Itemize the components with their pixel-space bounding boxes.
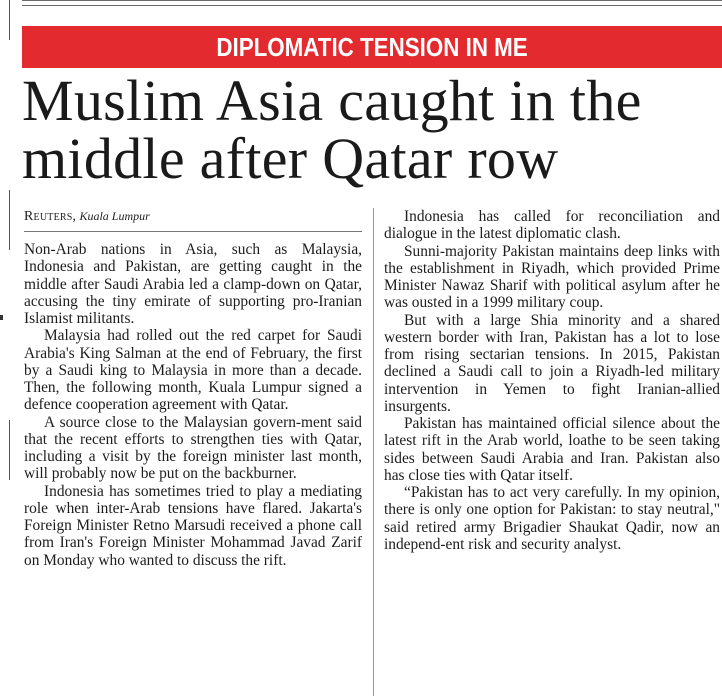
- byline-agency: Reuters,: [24, 209, 77, 224]
- paragraph: Pakistan has maintained official silence about the latest rift in the Arab world, loathe to be seen taking sides between Saudi Arabia and Iran. Pakistan also has close ties with Qatar itself.: [384, 415, 720, 484]
- paragraph: Indonesia has called for reconciliation and dialogue in the latest diplomatic clash.: [384, 208, 720, 243]
- column-divider: [373, 208, 374, 696]
- byline: [24, 208, 150, 225]
- paragraph: “Pakistan has to act very carefully. In my opinion, there is only one option for Pakistan: to stay neutral," said retired army Brigadier Shaukat Qadir, now an independ-ent risk and security analyst.: [384, 484, 720, 553]
- paragraph: But with a large Shia minority and a shared western border with Iran, Pakistan has a lot to lose from rising sectarian tensions. In 2015, Pakistan declined a Saudi call to join a Riyadh-led military intervention in Yemen to fight Iranian-allied insurgents.: [384, 311, 720, 415]
- byline-rule: [24, 231, 362, 232]
- paragraph: Indonesia has sometimes tried to play a mediating role when inter-Arab tensions have flared. Jakarta's Foreign Minister Retno Marsudi received a phone call from Iran's Foreign Minister Mohammad Javad Zarif on Monday who wanted to discuss the rift.: [24, 482, 362, 569]
- headline-line-1: Muslim Asia caught in the: [22, 68, 642, 133]
- top-rule: [22, 0, 722, 6]
- headline-line-2: middle after Qatar row: [22, 126, 559, 191]
- paragraph: Malaysia had rolled out the red carpet for Saudi Arabia's King Salman at the end of February, the first by a Saudi king to Malaysia in more than a decade. Then, the following month, Kuala Lumpur signed a defence cooperation agreement with Qatar.: [24, 327, 362, 414]
- margin-rule: [9, 0, 10, 40]
- adjacent-column-edge: [0, 0, 12, 699]
- margin-rule: [9, 420, 10, 480]
- kicker-text: DIPLOMATIC TENSION IN ME: [216, 32, 528, 62]
- paragraph: Non-Arab nations in Asia, such as Malaysia, Indonesia and Pakistan, are getting caught in the middle after Saudi Arabia led a clamp-down on Qatar, accusing the tiny emirate of supporting pro-Iranian Islamist militants.: [24, 241, 362, 327]
- article-column-right: [384, 208, 720, 553]
- kicker-banner: [22, 26, 722, 68]
- margin-rule: [9, 190, 10, 250]
- headline: [22, 68, 722, 191]
- paragraph: A source close to the Malaysian govern-ment said that the recent efforts to strengthen ties with Qatar, including a visit by the foreign minister last month, will probably now be put on the backburner.: [24, 413, 362, 483]
- article-column-left: [24, 241, 362, 569]
- byline-location: Kuala Lumpur: [79, 209, 150, 223]
- margin-mark: [0, 315, 3, 320]
- paragraph: Sunni-majority Pakistan maintains deep links with the establishment in Riyadh, which provided Prime Minister Nawaz Sharif with political asylum after he was ousted in a 1999 military coup.: [384, 242, 720, 312]
